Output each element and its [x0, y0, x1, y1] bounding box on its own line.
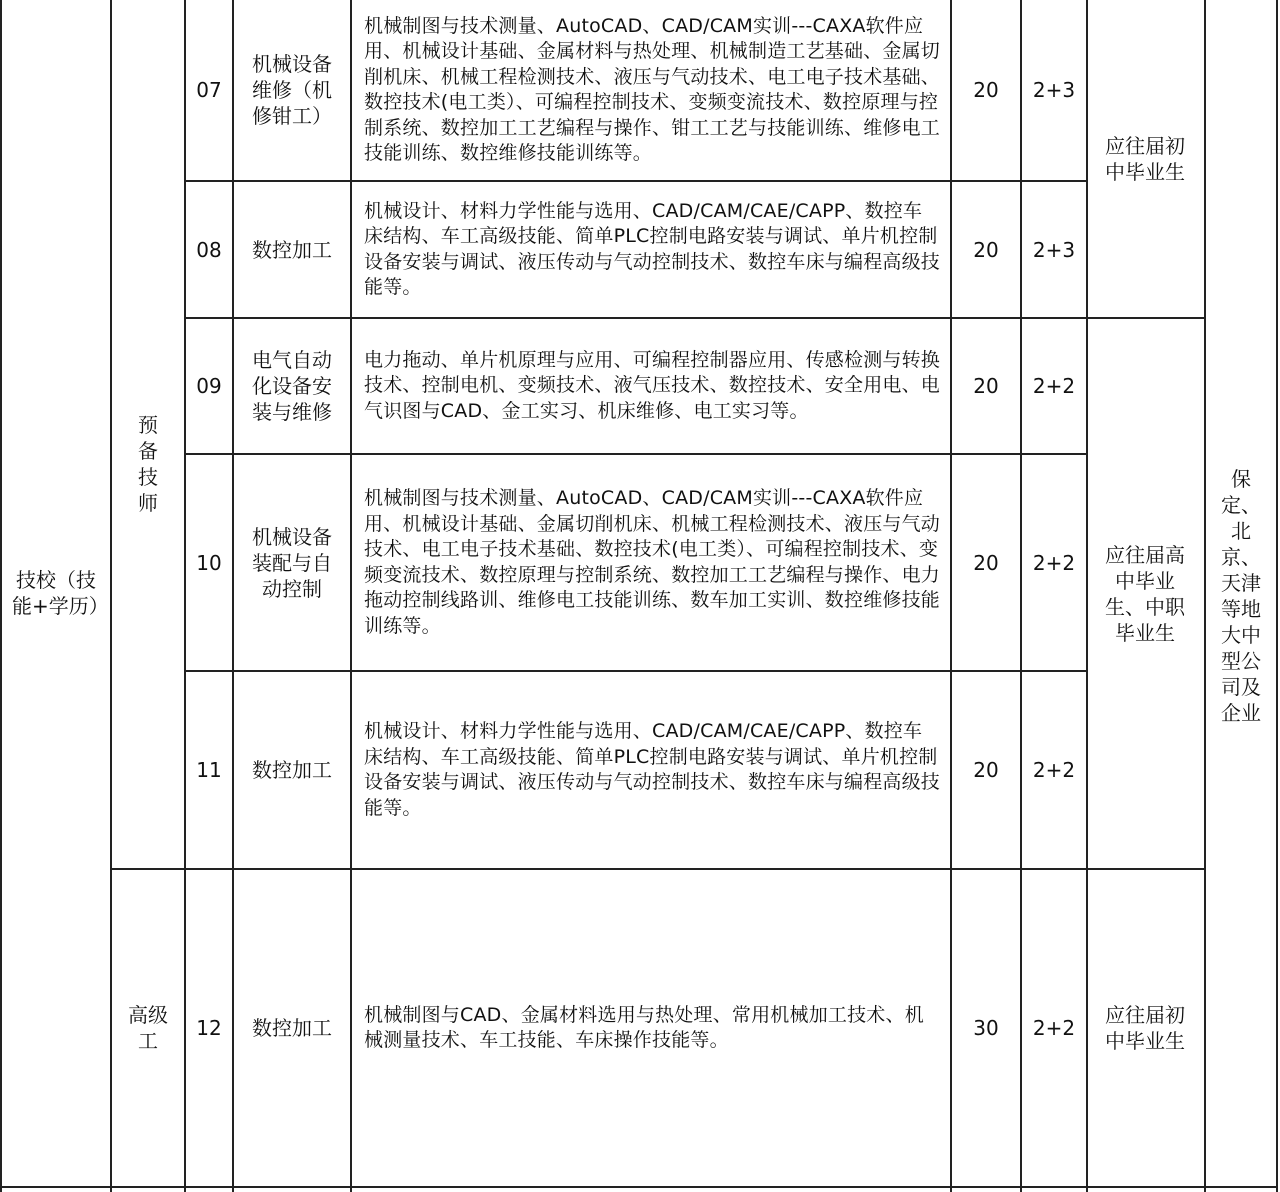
enrollment-count: 30 — [973, 1016, 999, 1040]
major-name: 电气自动化设备安装与维修 — [252, 348, 332, 424]
course-list: 机械设计、材料力学性能与选用、CAD/CAM/CAE/CAPP、数控车床结构、车工高级技能、简单PLC控制电路安装与调试、单片机控制设备安装与调试、液压传动与气动控制技术、数控车床与编程高级技能等。 — [364, 720, 941, 819]
enrollment-count: 20 — [973, 758, 999, 782]
table-column-divider — [110, 0, 112, 1192]
major-name: 机械设备装配与自动控制 — [252, 524, 332, 601]
study-years: 2+2 — [1032, 758, 1076, 782]
table-column-divider — [1086, 0, 1088, 1192]
major-name: 数控加工 — [252, 237, 332, 262]
table-border-right — [1276, 0, 1278, 1192]
table-column-divider — [1204, 0, 1206, 1192]
row-number: 10 — [196, 550, 222, 575]
level-cell — [118, 870, 178, 1186]
study-years: 2+3 — [1032, 78, 1076, 102]
course-list: 电力拖动、单片机原理与应用、可编程控制器应用、传感检测与转换技术、控制电机、变频技术、液气压技术、数控技术、安全用电、电气识图与CAD、金工实习、机床维修、电工实习等。 — [364, 348, 941, 422]
level-cell — [126, 0, 170, 868]
major-name: 数控加工 — [252, 758, 332, 782]
course-list: 机械制图与技术测量、AutoCAD、CAD/CAM实训---CAXA软件应用、机械设计基础、金属材料与热处理、机械制造工艺基础、金属切削机床、机械工程检测技术、液压与气动技术、电工电子技术基础、数控技术(电工类）、可编程控制技术、变频变流技术、数控原理与控制系统、数控加工工艺编程与操作、钳工工艺与技能训练、维修电工技能训练、数控维修技能训练等。 — [364, 14, 941, 164]
row-number: 07 — [196, 78, 222, 102]
level-label: 预备技师 — [138, 413, 158, 515]
course-list: 机械设计、材料力学性能与选用、CAD/CAM/CAE/CAPP、数控车床结构、车工高级技能、简单PLC控制电路安装与调试、单片机控制设备安装与调试、液压传动与气动控制技术、数控车床与编程高级技能等。 — [364, 199, 941, 298]
level-label: 高级工 — [128, 1003, 168, 1053]
enrollment-count: 20 — [973, 78, 999, 102]
row-number: 11 — [196, 758, 222, 782]
employment-destination: 保定、北京、天津等地大中型公司及企业 — [1221, 467, 1261, 725]
row-number: 08 — [196, 237, 222, 262]
enrollment-count: 20 — [973, 374, 999, 398]
target-students: 应往届高中毕业生、中职毕业生 — [1105, 542, 1185, 645]
table-column-divider — [232, 0, 234, 1192]
study-years: 2+2 — [1032, 550, 1076, 575]
table-border-left — [0, 0, 2, 1192]
major-name: 数控加工 — [252, 1016, 332, 1040]
row-number: 12 — [196, 1016, 222, 1040]
study-years: 2+3 — [1032, 237, 1076, 262]
study-years: 2+2 — [1032, 1016, 1076, 1040]
row-number: 09 — [196, 374, 222, 398]
enrollment-count: 20 — [973, 550, 999, 575]
target-students: 应往届初中毕业生 — [1105, 1003, 1185, 1053]
school-type-label: 技校（技能+学历） — [12, 568, 109, 618]
major-name: 机械设备维修（机修钳工） — [252, 52, 332, 128]
school-type-cell — [8, 0, 109, 1186]
course-list: 机械制图与技术测量、AutoCAD、CAD/CAM实训---CAXA软件应用、机械设计基础、金属切削机床、机械工程检测技术、液压与气动技术、电工电子技术基础、数控技术(电工类）、可编程控制技术、变频变流技术、数控原理与控制系统、数控加工工艺编程与操作、电力拖动控制线路训、维修电工技能训练、数车加工实训、数控维修技能训练等。 — [364, 487, 941, 637]
study-years: 2+2 — [1032, 374, 1076, 398]
target-students: 应往届初中毕业生 — [1105, 133, 1185, 184]
row-divider — [0, 1186, 1278, 1188]
enrollment-count: 20 — [973, 237, 999, 262]
course-list: 机械制图与CAD、金属材料选用与热处理、常用机械加工技术、机械测量技术、车工技能、车床操作技能等。 — [364, 1003, 924, 1051]
